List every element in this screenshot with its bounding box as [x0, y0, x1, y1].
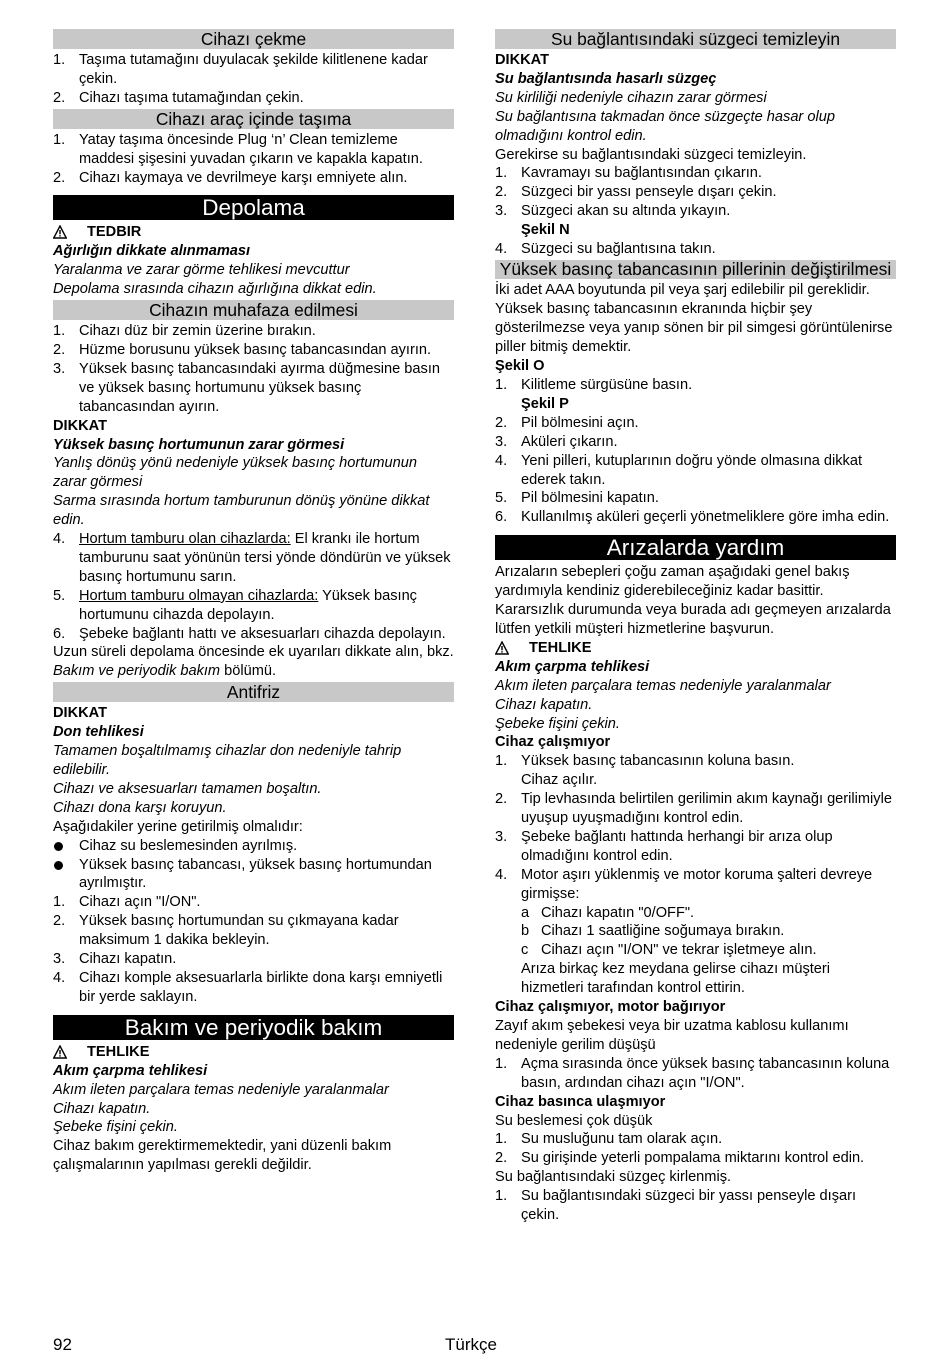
fault-text: Su bağlantısındaki süzgeç kirlenmiş.	[495, 1169, 732, 1186]
notice-text: Cihazı ve aksesuarları tamamen boşaltın.	[53, 780, 322, 797]
list-item: 1. Cihazı açın "I/ON".	[53, 894, 201, 911]
section-heading-cihazi-cekme: Cihazı çekme	[53, 29, 454, 49]
caution-text: Depolama sırasında cihazın ağırlığına dikkat edin.	[53, 281, 377, 298]
bullet-item: Yüksek basınç tabancası, yüksek basınç hortumundan ayrılmıştır.	[53, 856, 454, 894]
list-item: 3. Yüksek basınç tabancasındaki ayırma düğmesine basın ve yüksek basınç hortumunu yüksek basınç tabancasından ayırın.	[53, 360, 440, 415]
bullet-item: Cihaz su beslemesinden ayrılmış.	[53, 837, 454, 856]
danger-label: TEHLIKE	[53, 1043, 454, 1062]
list-item: 3. Şebeke bağlantı hattında herhangi bir arıza olup olmadığını kontrol edin.	[495, 828, 833, 864]
notice-heading: Don tehlikesi	[53, 724, 144, 741]
section-heading-suzgec: Su bağlantısındaki süzgeci temizleyin	[495, 29, 896, 49]
danger-text: Akım ileten parçalara temas nedeniyle yaralanmalar	[495, 677, 831, 694]
bullet-icon	[54, 842, 63, 851]
list-item: 4. Süzgeci su bağlantısına takın.	[495, 241, 716, 258]
notice-label: DIKKAT	[53, 705, 108, 722]
list-item: 2. Tip levhasında belirtilen gerilimin akım kaynağı gerilimiyle uyuşup uyuşmadığını kontrol edin.	[495, 791, 892, 827]
list-item: 1. Kavramayı su bağlantısından çıkarın.	[495, 165, 762, 182]
danger-text: Cihazı kapatın.	[53, 1100, 151, 1117]
warning-triangle-icon	[53, 225, 67, 239]
list-item: 1. Cihazı düz bir zemin üzerine bırakın.	[53, 323, 316, 340]
sub-list-item: c Cihazı açın "I/ON" ve tekrar işletmeye alın.	[521, 942, 817, 959]
chapter-heading-arizalar: Arızalarda yardım	[495, 535, 896, 560]
list-item: 1. Yüksek basınç tabancasının koluna basın.	[495, 753, 795, 770]
list-item-note: Arıza birkaç kez meydana gelirse cihazı müşteri hizmetleri tarafından kontrol ettirin.	[521, 961, 831, 997]
list-item: 1. Taşıma tutamağını duyulacak şekilde kilitlenene kadar çekin.	[53, 52, 428, 87]
list-item: 3. Cihazı kapatın.	[53, 951, 177, 968]
left-column	[53, 28, 454, 1175]
list-item: 6. Şebeke bağlantı hattı ve aksesuarları cihazda depolayın.	[53, 625, 446, 642]
notice-heading: Yüksek basınç hortumunun zarar görmesi	[53, 436, 345, 453]
list-item: 5. Pil bölmesini kapatın.	[495, 490, 659, 507]
fault-text: Su beslemesi çok düşük	[495, 1112, 653, 1129]
list-item: 4. Yeni pilleri, kutuplarının doğru yönde olmasına dikkat ederek takın.	[495, 452, 863, 488]
list-item: 3. Süzgeci akan su altında yıkayın.	[495, 203, 731, 220]
danger-text: Cihazı kapatın.	[495, 696, 593, 713]
list-item: 4. Hortum tamburu olan cihazlarda: El krankı ile hortum tamburunu saat yönünün tersi yönde döndürün ve yüksek basınç hortumunu sarın.	[53, 531, 451, 585]
notice-heading: Su bağlantısında hasarlı süzgeç	[495, 70, 717, 87]
footer-language: Türkçe	[445, 1335, 497, 1354]
notice-label: DIKKAT	[495, 52, 550, 68]
list-item: 4. Motor aşırı yüklenmiş ve motor koruma şalteri devreye girmişse:	[495, 866, 873, 902]
list-item: 4. Cihazı komple aksesuarlarla birlikte dona karşı emniyetli bir yerde saklayın.	[53, 969, 443, 1005]
notice-text: Su bağlantısına takmadan önce süzgeçte hasar olup olmadığını kontrol edin.	[495, 108, 835, 144]
battery-text: Yüksek basınç tabancasının ekranında hiçbir şey gösterilmezse veya yanıp sönen bir pil simgesi görüntülenirse piller bitmiş demektir.	[495, 301, 893, 356]
notice-text: Sarma sırasında hortum tamburunun dönüş yönüne dikkat edin.	[53, 493, 430, 529]
danger-text: Şebeke fişini çekin.	[53, 1119, 178, 1136]
list-item: 3. Aküleri çıkarın.	[495, 433, 618, 450]
section-heading-antifriz: Antifriz	[53, 682, 454, 702]
list-item: 5. Hortum tamburu olmayan cihazlarda: Yüksek basınç hortumunu cihazda depolayın.	[53, 587, 417, 623]
list-item: 2. Süzgeci bir yassı penseyle dışarı çekin.	[495, 184, 777, 201]
caution-text: Yaralanma ve zarar görme tehlikesi mevcuttur	[53, 262, 350, 279]
figure-reference: Şekil P	[521, 395, 569, 412]
fault-heading: Cihaz çalışmıyor	[495, 734, 611, 751]
list-item: 6. Kullanılmış aküleri geçerli yönetmeliklere göre imha edin.	[495, 509, 890, 526]
figure-reference: Şekil O	[495, 358, 545, 375]
notice-text: Yanlış dönüş yönü nedeniyle yüksek basınç hortumunun zarar görmesi	[53, 455, 417, 491]
danger-text: Şebeke fişini çekin.	[495, 715, 620, 732]
bullet-icon	[54, 861, 63, 870]
caution-heading: Ağırlığın dikkate alınmaması	[53, 243, 251, 260]
list-item: 1. Su bağlantısındaki süzgeci bir yassı penseyle dışarı çekin.	[495, 1188, 857, 1224]
sub-list-item: b Cihazı 1 saatliğine soğumaya bırakın.	[521, 923, 785, 940]
list-item: 1. Yatay taşıma öncesinde Plug ‘n’ Clean temizleme maddesi şişesini yuvadan çıkarın ve kapakla kapatın.	[53, 131, 423, 167]
danger-text: Akım ileten parçalara temas nedeniyle yaralanmalar	[53, 1081, 389, 1098]
conditions-intro: Aşağıdakiler yerine getirilmiş olmalıdır:	[53, 818, 303, 835]
sub-list-item: a Cihazı kapatın "0/OFF".	[521, 904, 695, 921]
section-heading-piller: Yüksek basınç tabancasının pillerinin değiştirilmesi	[495, 260, 896, 280]
figure-reference: Şekil N	[521, 222, 570, 239]
danger-label: TEHLIKE	[495, 639, 896, 658]
long-storage-note: Uzun süreli depolama öncesinde ek uyarıları dikkate alın, bkz. Bakım ve periyodik bakım bölümü.	[53, 644, 454, 680]
chapter-heading-depolama: Depolama	[53, 195, 454, 220]
list-item-note: Cihaz açılır.	[521, 772, 598, 789]
fault-heading: Cihaz basınca ulaşmıyor	[495, 1093, 666, 1110]
warning-triangle-icon	[53, 1045, 67, 1059]
caution-label: TEDBIR	[53, 223, 454, 242]
maintenance-text: Cihaz bakım gerektirmemektedir, yani düzenli bakım çalışmalarının yapılması gerekli değildir.	[53, 1138, 392, 1174]
list-item: 2. Hüzme borusunu yüksek basınç tabancasından ayırın.	[53, 341, 432, 358]
danger-heading: Akım çarpma tehlikesi	[495, 658, 650, 675]
danger-heading: Akım çarpma tehlikesi	[53, 1062, 208, 1079]
notice-text: Su kirliliği nedeniyle cihazın zarar görmesi	[495, 89, 767, 106]
list-item: 1. Kilitleme sürgüsüne basın.	[495, 377, 693, 393]
list-item: 2. Pil bölmesini açın.	[495, 414, 639, 431]
notice-text: Cihazı dona karşı koruyun.	[53, 799, 227, 816]
list-item: 1. Su musluğunu tam olarak açın.	[495, 1131, 723, 1148]
battery-text: İki adet AAA boyutunda pil veya şarj edilebilir pil gereklidir.	[495, 282, 870, 299]
page-number: 92	[53, 1335, 72, 1354]
section-heading-arac-tasima: Cihazı araç içinde taşıma	[53, 109, 454, 129]
filter-intro: Gerekirse su bağlantısındaki süzgeci temizleyin.	[495, 146, 807, 163]
section-heading-muhafaza: Cihazın muhafaza edilmesi	[53, 300, 454, 320]
list-item: 2. Su girişinde yeterli pompalama miktarını kontrol edin.	[495, 1150, 865, 1167]
warning-triangle-icon	[495, 641, 509, 655]
notice-label: DIKKAT	[53, 417, 108, 434]
notice-text: Tamamen boşaltılmamış cihazlar don nedeniyle tahrip edilebilir.	[53, 743, 402, 778]
chapter-heading-bakim: Bakım ve periyodik bakım	[53, 1015, 454, 1040]
help-intro: Arızaların sebepleri çoğu zaman aşağıdaki genel bakış yardımıyla kendiniz giderebileceğiniz kadar basittir. Kararsızlık durumunda veya burada adı geçmeyen arızalarda lütfen yetkili müşteri hizmetlerine başvurun.	[495, 564, 891, 637]
fault-text: Zayıf akım şebekesi veya bir uzatma kablosu kullanımı nedeniyle gerilim düşüşü	[495, 1018, 849, 1053]
list-item: 2. Cihazı taşıma tutamağından çekin.	[53, 89, 304, 106]
list-item: 2. Cihazı kaymaya ve devrilmeye karşı emniyete alın.	[53, 169, 408, 186]
list-item: 1. Açma sırasında önce yüksek basınç tabancasının koluna basın, ardından cihazı açın "I/ON".	[495, 1055, 890, 1091]
right-column	[495, 28, 896, 1225]
fault-heading: Cihaz çalışmıyor, motor bağırıyor	[495, 999, 726, 1016]
list-item: 2. Yüksek basınç hortumundan su çıkmayana kadar maksimum 1 dakika bekleyin.	[53, 913, 399, 949]
